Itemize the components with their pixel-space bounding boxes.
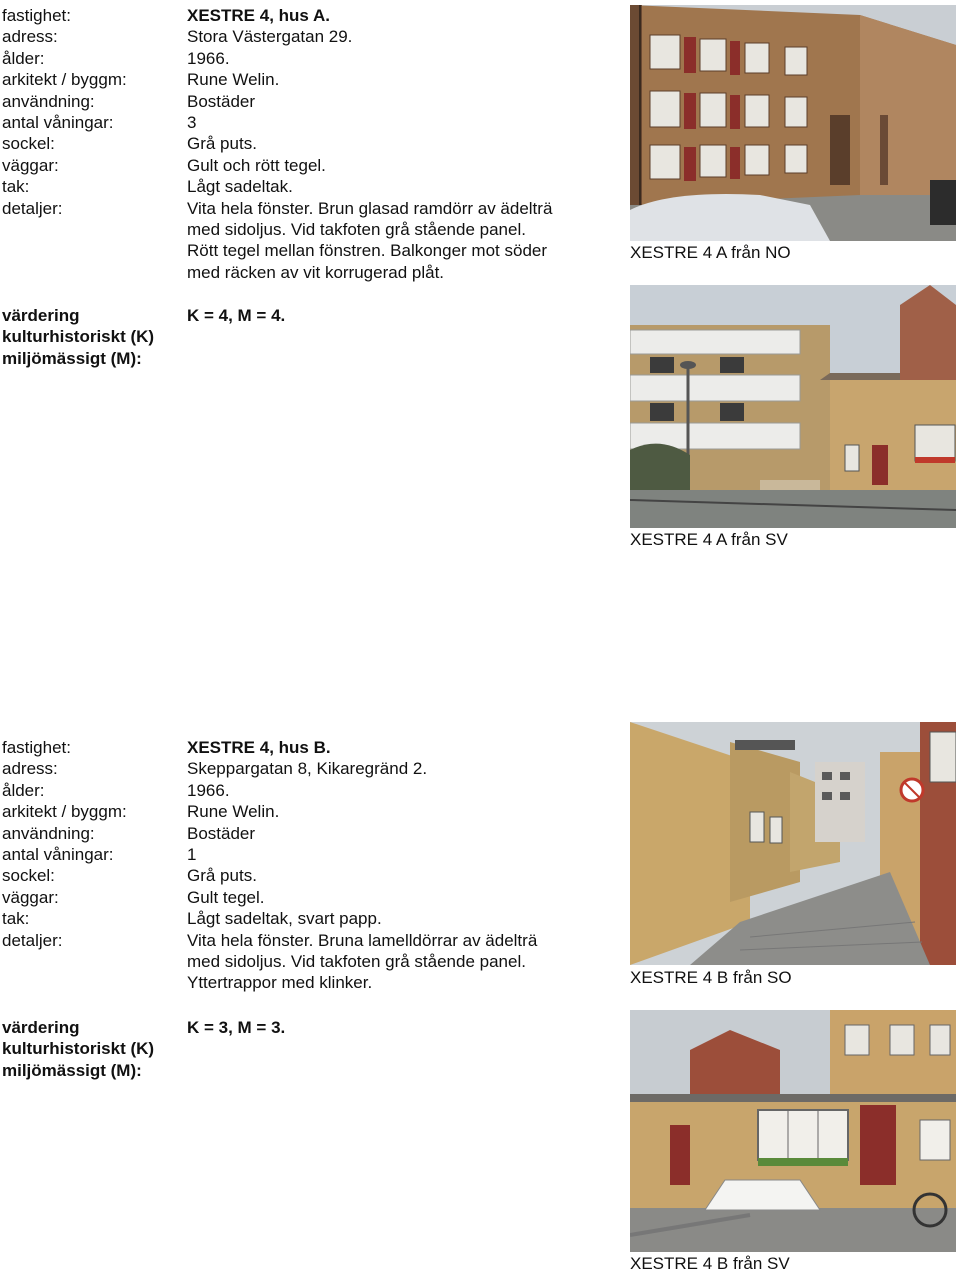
field-value: Gult tegel. (187, 887, 265, 907)
field-value: med räcken av vit korrugerad plåt. (187, 262, 445, 282)
field-label: tak: (2, 909, 30, 929)
assessment-value: K = 4, M = 4. (187, 306, 286, 325)
building-photo-image (630, 722, 956, 965)
field-label: antal våningar: (2, 844, 114, 864)
field-value: 3 (187, 112, 197, 132)
field-value: med sidoljus. Vid takfoten grå stående panel. (187, 951, 526, 971)
field-label: användning: (2, 91, 95, 111)
field-value: XESTRE 4, hus B. (187, 738, 331, 757)
assessment-label: kulturhistoriskt (K) (2, 1039, 155, 1059)
field-row (0, 801, 620, 822)
field-value: Rött tegel mellan fönstren. Balkonger mot söder (187, 241, 548, 261)
field-value: Rune Welin. (187, 70, 280, 90)
field-label: arkitekt / byggm: (2, 70, 127, 90)
field-value: Lågt sadeltak. (187, 177, 293, 197)
entry-b-fields (0, 737, 620, 994)
field-value: Skeppargatan 8, Kikaregränd 2. (187, 759, 428, 779)
assessment-label: värdering (2, 1018, 80, 1037)
field-label: sockel: (2, 866, 55, 886)
field-label: ålder: (2, 48, 45, 68)
field-label: väggar: (2, 887, 59, 907)
field-row (0, 262, 620, 283)
assessment-row (0, 1038, 620, 1059)
field-row (0, 219, 620, 240)
assessment-row (0, 1017, 620, 1038)
assessment-value: K = 3, M = 3. (187, 1018, 286, 1037)
field-label: ålder: (2, 780, 45, 800)
assessment-row (0, 348, 620, 369)
field-row (0, 951, 620, 972)
field-row (0, 823, 620, 844)
assessment-row (0, 326, 620, 347)
field-label: antal våningar: (2, 112, 114, 132)
field-value: med sidoljus. Vid takfoten grå stående panel. (187, 219, 526, 239)
field-value: Gult och rött tegel. (187, 155, 326, 175)
field-row (0, 48, 620, 69)
field-value: XESTRE 4, hus A. (187, 6, 330, 25)
field-row (0, 758, 620, 779)
field-row (0, 780, 620, 801)
field-value: 1966. (187, 48, 230, 68)
assessment-label: miljömässigt (M): (2, 348, 142, 368)
field-row (0, 930, 620, 951)
assessment-label: värdering (2, 306, 80, 325)
field-value: 1966. (187, 780, 230, 800)
field-label: fastighet: (2, 6, 71, 25)
field-row (0, 26, 620, 47)
building-photo-image (630, 5, 956, 241)
assessment-label: kulturhistoriskt (K) (2, 327, 155, 347)
field-label: fastighet: (2, 738, 71, 757)
field-value: Stora Västergatan 29. (187, 27, 353, 47)
field-label: adress: (2, 759, 58, 779)
field-row (0, 112, 620, 133)
building-photo-image (630, 1010, 956, 1252)
field-label: detaljer: (2, 198, 63, 218)
assessment-row (0, 1060, 620, 1081)
field-row (0, 737, 620, 758)
photo-b-sv (630, 1010, 956, 1252)
field-row (0, 69, 620, 90)
field-label: adress: (2, 27, 58, 47)
building-photo-image (630, 285, 956, 528)
photo-b-so (630, 722, 956, 965)
photo-caption: XESTRE 4 B från SV (630, 1254, 790, 1273)
field-row (0, 176, 620, 197)
entry-a-assessment (0, 305, 620, 369)
field-value: Vita hela fönster. Bruna lamelldörrar av ädelträ (187, 930, 538, 950)
assessment-row (0, 305, 620, 326)
field-label: arkitekt / byggm: (2, 802, 127, 822)
entry-a-fields (0, 5, 620, 283)
field-label: sockel: (2, 134, 55, 154)
field-row (0, 887, 620, 908)
field-value: Bostäder (187, 91, 256, 111)
entry-b-assessment (0, 1017, 620, 1081)
photo-a-no (630, 5, 956, 241)
field-label: tak: (2, 177, 30, 197)
field-row (0, 133, 620, 154)
field-row (0, 198, 620, 219)
field-label: väggar: (2, 155, 59, 175)
field-row (0, 844, 620, 865)
field-value: Grå puts. (187, 134, 257, 154)
field-row (0, 240, 620, 261)
field-row (0, 865, 620, 886)
field-value: Yttertrappor med klinker. (187, 973, 373, 993)
field-row (0, 155, 620, 176)
field-value: Vita hela fönster. Brun glasad ramdörr av ädelträ (187, 198, 553, 218)
field-value: Rune Welin. (187, 802, 280, 822)
field-value: 1 (187, 844, 197, 864)
field-row (0, 908, 620, 929)
field-label: detaljer: (2, 930, 63, 950)
photo-a-sv (630, 285, 956, 528)
field-value: Lågt sadeltak, svart papp. (187, 909, 382, 929)
field-label: användning: (2, 823, 95, 843)
field-row (0, 972, 620, 993)
photo-caption: XESTRE 4 A från NO (630, 243, 791, 262)
photo-caption: XESTRE 4 B från SO (630, 968, 792, 987)
field-row (0, 5, 620, 26)
assessment-label: miljömässigt (M): (2, 1060, 142, 1080)
field-value: Grå puts. (187, 866, 257, 886)
field-value: Bostäder (187, 823, 256, 843)
photo-caption: XESTRE 4 A från SV (630, 530, 788, 549)
field-row (0, 91, 620, 112)
